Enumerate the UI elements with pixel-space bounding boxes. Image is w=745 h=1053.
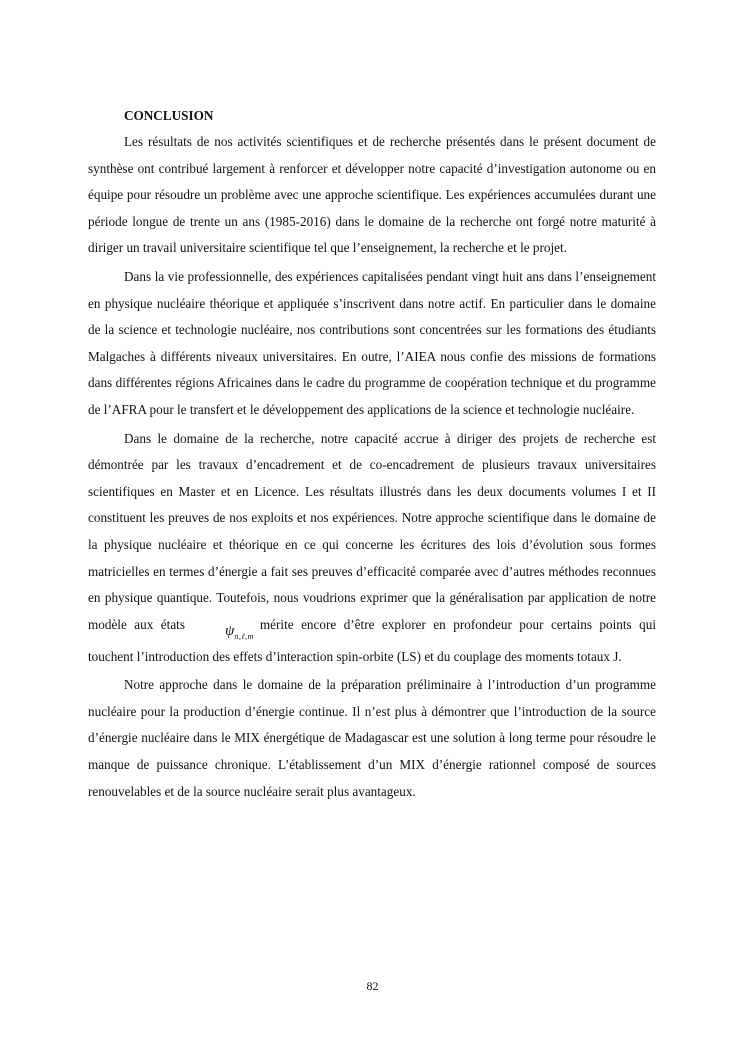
paragraph-4: Notre approche dans le domaine de la préparation préliminaire à l’introduction d’un programme nucléaire pour la production d’énergie continue. Il n’est plus à démontrer que l’introduction de la source d’énergie nucléaire dans le MIX énergétique de Madagascar est une solution à long terme pour résoudre le manque de puissance chronique. L’établissement d’un MIX d’énergie rationnel composé de sources renouvelables et de la source nucléaire serait plus avantageux. [88, 677, 656, 799]
paragraph-3-text-before: Dans le domaine de la recherche, notre capacité accrue à diriger des projets de recherche est démontrée par les travaux d’encadrement et de co-encadrement de plusieurs travaux universitaires scientifiques en Master et en Licence. Les résultats illustrés dans les deux documents volumes I et II constituent les preuves de nos exploits et nos expériences. Notre approche scientifique dans le domaine de la physique nucléaire et théorique en ce qui concerne les écritures des lois d’évolution sous formes matricielles en termes d’énergie a fait ses preuves d’efficacité comparée avec d’autres méthodes reconnues en physique quantique. Toutefois, nous voudrions exprimer que la généralisation par application de notre modèle aux états [88, 430, 656, 632]
page-number: 82 [366, 979, 379, 993]
paragraph-3 [88, 426, 656, 671]
paragraph-3-text-after: mérite encore d’être explorer en profondeur pour certains points qui touchent l’introduction des effets d’interaction spin-orbite (LS) et du couplage des moments totaux J. [88, 616, 657, 664]
document-body [88, 103, 656, 805]
paragraph-2: Dans la vie professionnelle, des expériences capitalisées pendant vingt huit ans dans l’enseignement en physique nucléaire théorique et appliquée s’inscrivent dans notre actif. En particulier dans le domaine de la science et technologie nucléaire, nos contributions sont concentrées sur les formations des étudiants Malgaches à différents niveaux universitaires. En outre, l’AIEA nous confie des missions de formations dans différentes régions Africaines dans le cadre du programme de coopération technique et du programme de l’AFRA pour le transfert et le développement des applications de la science et technologie nucléaire. [88, 268, 656, 417]
psi-symbol: ψ [224, 622, 235, 639]
psi-formula [189, 624, 254, 644]
psi-subscript: n,ℓ,m [234, 631, 254, 641]
section-heading: CONCLUSION [124, 108, 214, 123]
paragraph-1: Les résultats de nos activités scientifiques et de recherche présentés dans le présent document de synthèse ont contribué largement à renforcer et développer notre capacité d’investigation autonome ou en équipe pour résoudre un problème avec une approche scientifique. Les expériences accumulées durant une période longue de trente un ans (1985-2016) dans le domaine de la recherche ont forgé notre maturité à diriger un travail universitaire scientifique tel que l’enseignement, la recherche et le projet. [88, 134, 656, 256]
